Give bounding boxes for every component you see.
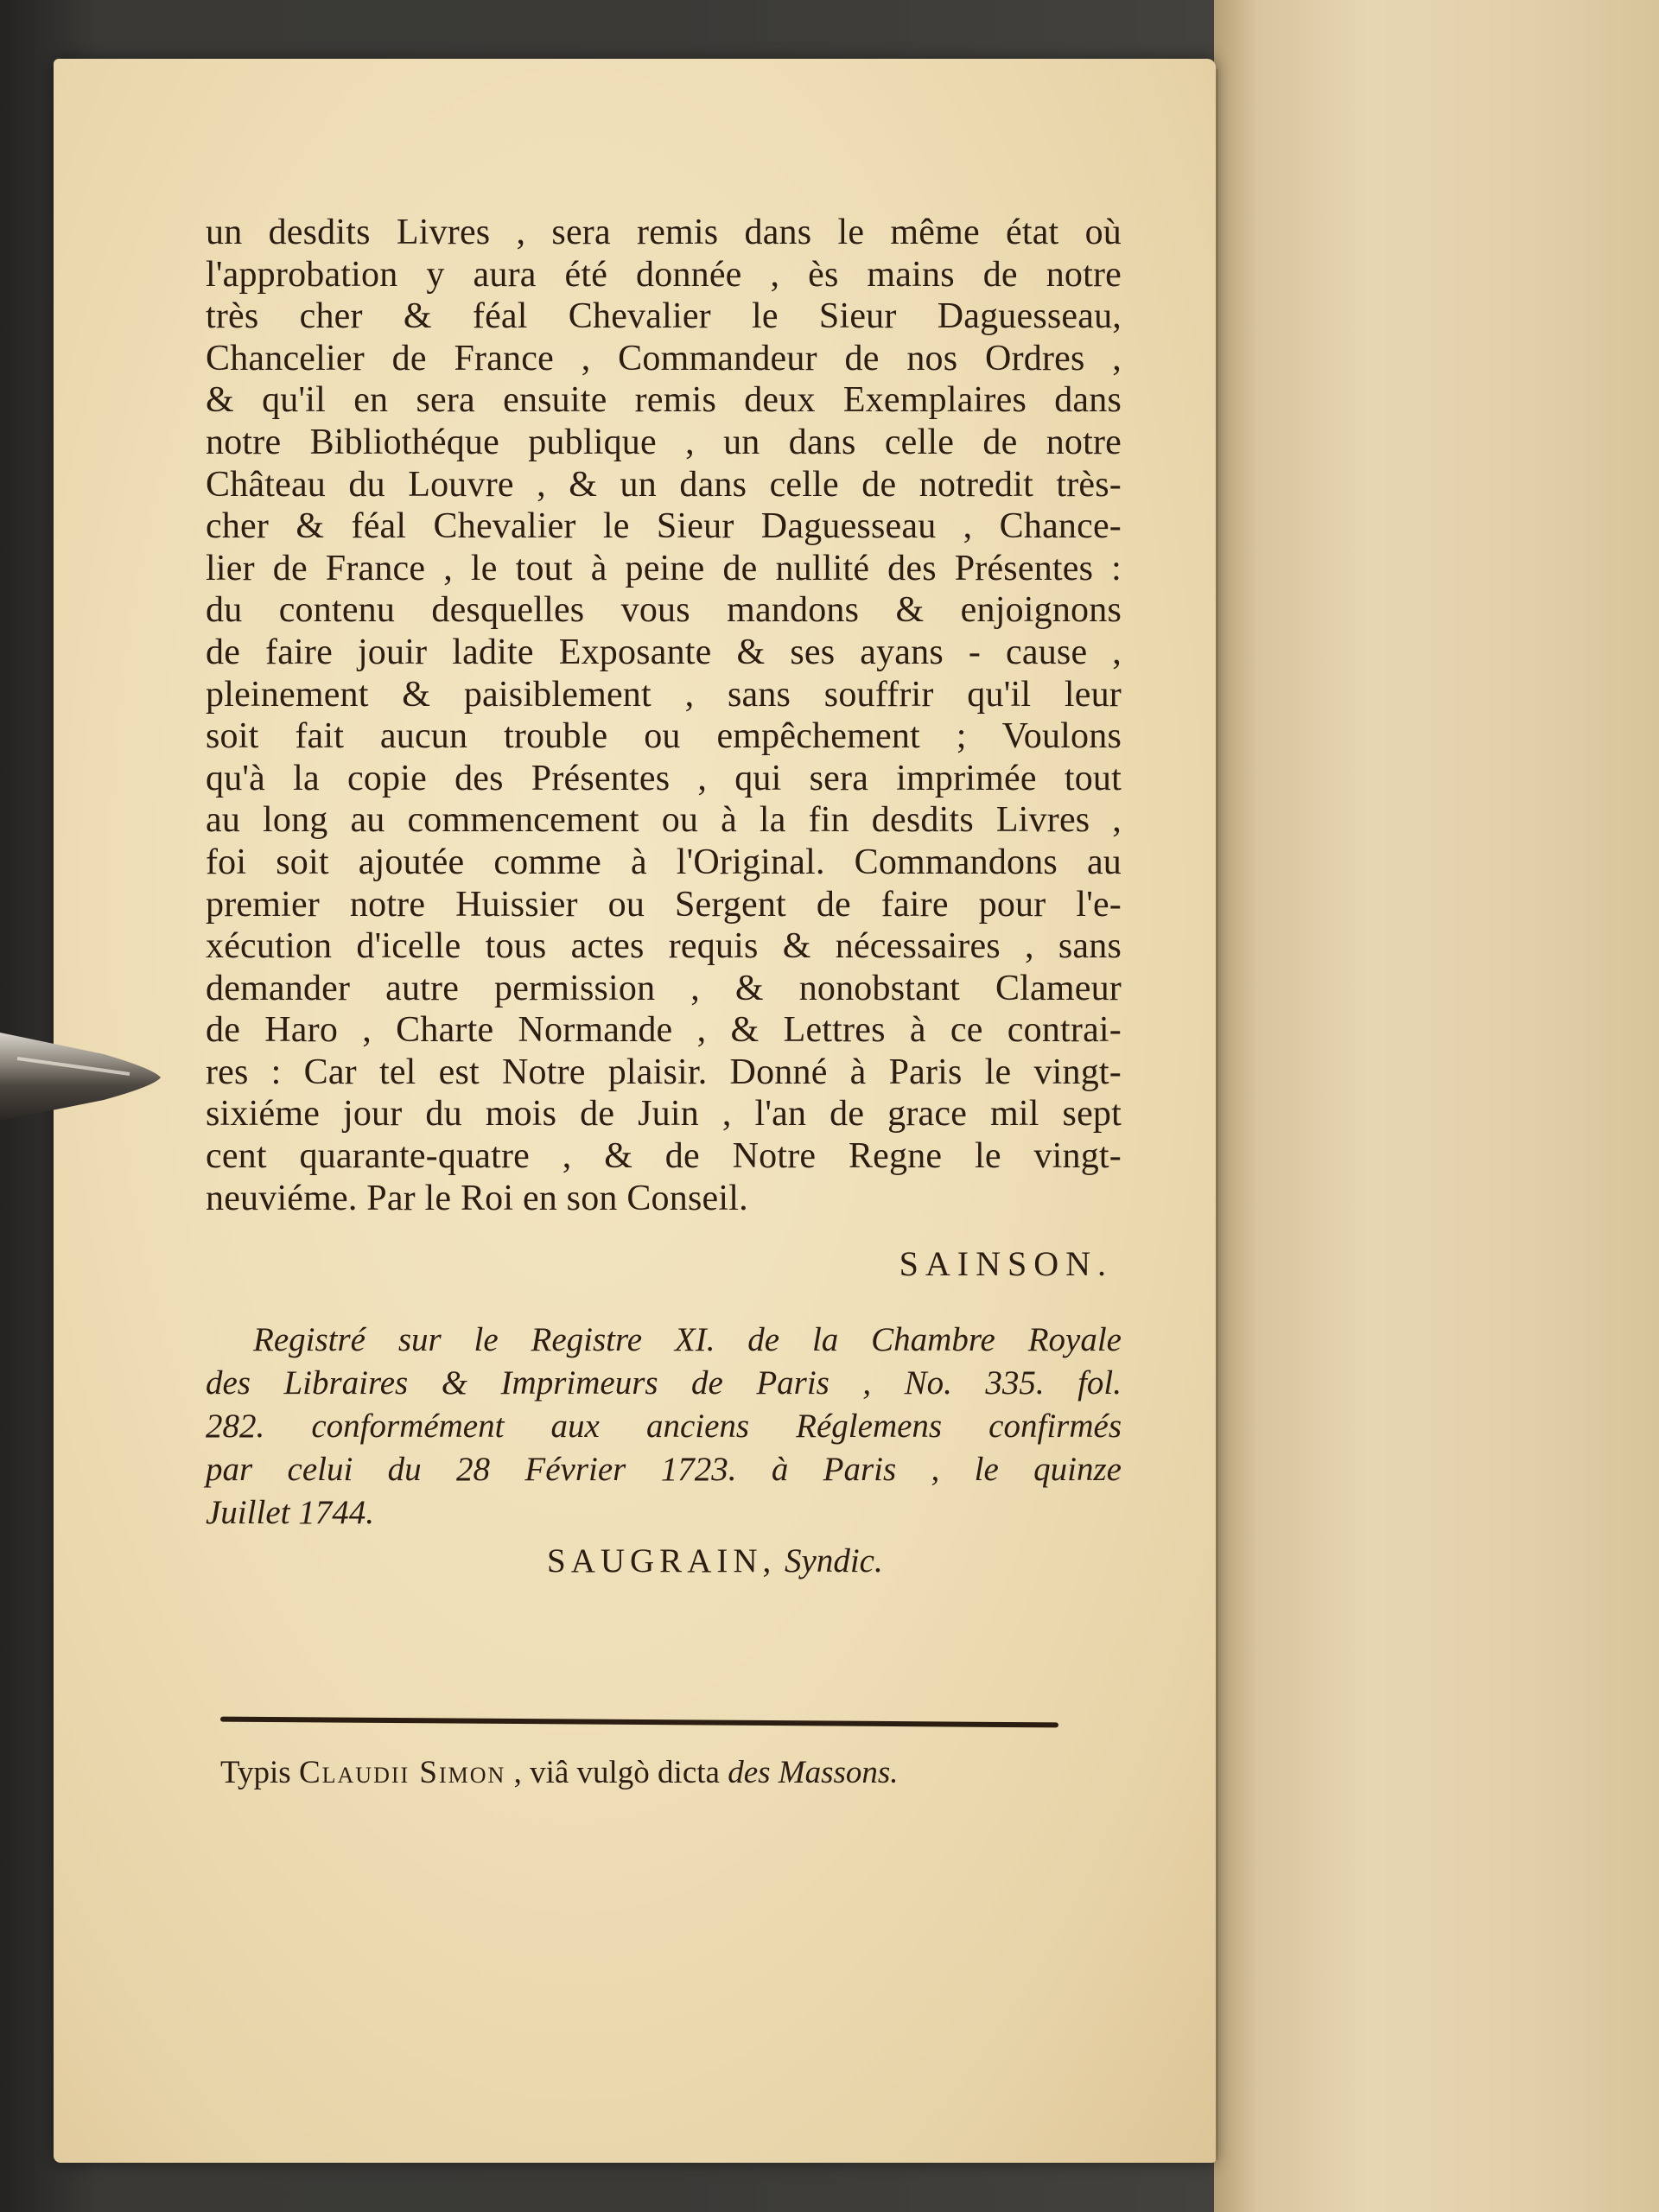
text-line: Chancelier de France , Commandeur de nos Ordres , xyxy=(206,338,1122,378)
registry-line: Juillet 1744. xyxy=(206,1494,374,1532)
text-line: pleinement & paisiblement , sans souffrir qu'il leur xyxy=(206,674,1122,715)
registry-note xyxy=(206,1319,1122,1535)
pen-tip-icon xyxy=(0,1024,164,1128)
text-line: Château du Louvre , & un dans celle de notredit très- xyxy=(206,464,1122,505)
imprint-printer: Claudii Simon xyxy=(298,1755,506,1790)
imprint-prefix: Typis xyxy=(220,1755,291,1790)
registry-line: Registré sur le Registre XI. de la Chambre Royale xyxy=(253,1321,1122,1359)
syndic-role: Syndic. xyxy=(785,1542,883,1580)
text-line: lier de France , le tout à peine de nullité des Présentes : xyxy=(206,548,1122,588)
registry-line: 282. conformément aux anciens Réglemens confirmés xyxy=(206,1408,1122,1446)
text-line: au long au commencement ou à la fin desdits Livres , xyxy=(206,800,1122,841)
registry-line: par celui du 28 Février 1723. à Paris , le quinze xyxy=(206,1451,1122,1489)
text-line: très cher & féal Chevalier le Sieur Daguesseau, xyxy=(206,296,1122,337)
text-line: cher & féal Chevalier le Sieur Daguesseau , Chance- xyxy=(206,506,1122,547)
text-line: de Haro , Charte Normande , & Lettres à ce contrai- xyxy=(206,1010,1122,1051)
imprint-middle: , viâ vulgò dicta xyxy=(513,1755,720,1790)
text-line: qu'à la copie des Présentes , qui sera imprimée tout xyxy=(206,758,1122,798)
text-line: res : Car tel est Notre plaisir. Donné à Paris le vingt- xyxy=(206,1052,1122,1092)
text-line: notre Bibliothéque publique , un dans celle de notre xyxy=(206,422,1122,462)
text-line: l'approbation y aura été donnée , ès mains de notre xyxy=(206,254,1122,295)
syndic-signature xyxy=(206,1541,1122,1580)
text-line: cent quarante-quatre , & de Notre Regne le vingt- xyxy=(206,1136,1122,1177)
text-line: demander autre permission , & nonobstant Clameur xyxy=(206,968,1122,1008)
text-line: un desdits Livres , sera remis dans le même état où xyxy=(206,213,1122,252)
text-line: premier notre Huissier ou Sergent de faire pour l'e- xyxy=(206,884,1122,925)
registry-line: des Libraires & Imprimeurs de Paris , No. 335. fol. xyxy=(206,1364,1122,1402)
text-line: sixiéme jour du mois de Juin , l'an de grace mil sept xyxy=(206,1094,1122,1135)
text-line: du contenu desquelles vous mandons & enjoignons xyxy=(206,590,1122,631)
document-text xyxy=(206,212,1122,1580)
text-line: & qu'il en sera ensuite remis deux Exemplaires dans xyxy=(206,380,1122,421)
text-line: xécution d'icelle tous actes requis & nécessaires , sans xyxy=(206,926,1122,967)
syndic-name: SAUGRAIN, xyxy=(547,1542,777,1580)
imprint-street: des Massons. xyxy=(728,1755,899,1790)
text-line: de faire jouir ladite Exposante & ses ayans - cause , xyxy=(206,632,1122,672)
signature: SAINSON. xyxy=(899,1244,1113,1284)
printer-imprint xyxy=(220,1754,1084,1791)
text-line: soit fait aucun trouble ou empêchement ; Voulons xyxy=(206,716,1122,757)
facing-page xyxy=(1214,0,1659,2212)
text-line: neuviéme. Par le Roi en son Conseil. xyxy=(206,1178,748,1218)
text-line: foi soit ajoutée comme à l'Original. Commandons au xyxy=(206,842,1122,882)
privilege-text xyxy=(206,212,1122,1219)
